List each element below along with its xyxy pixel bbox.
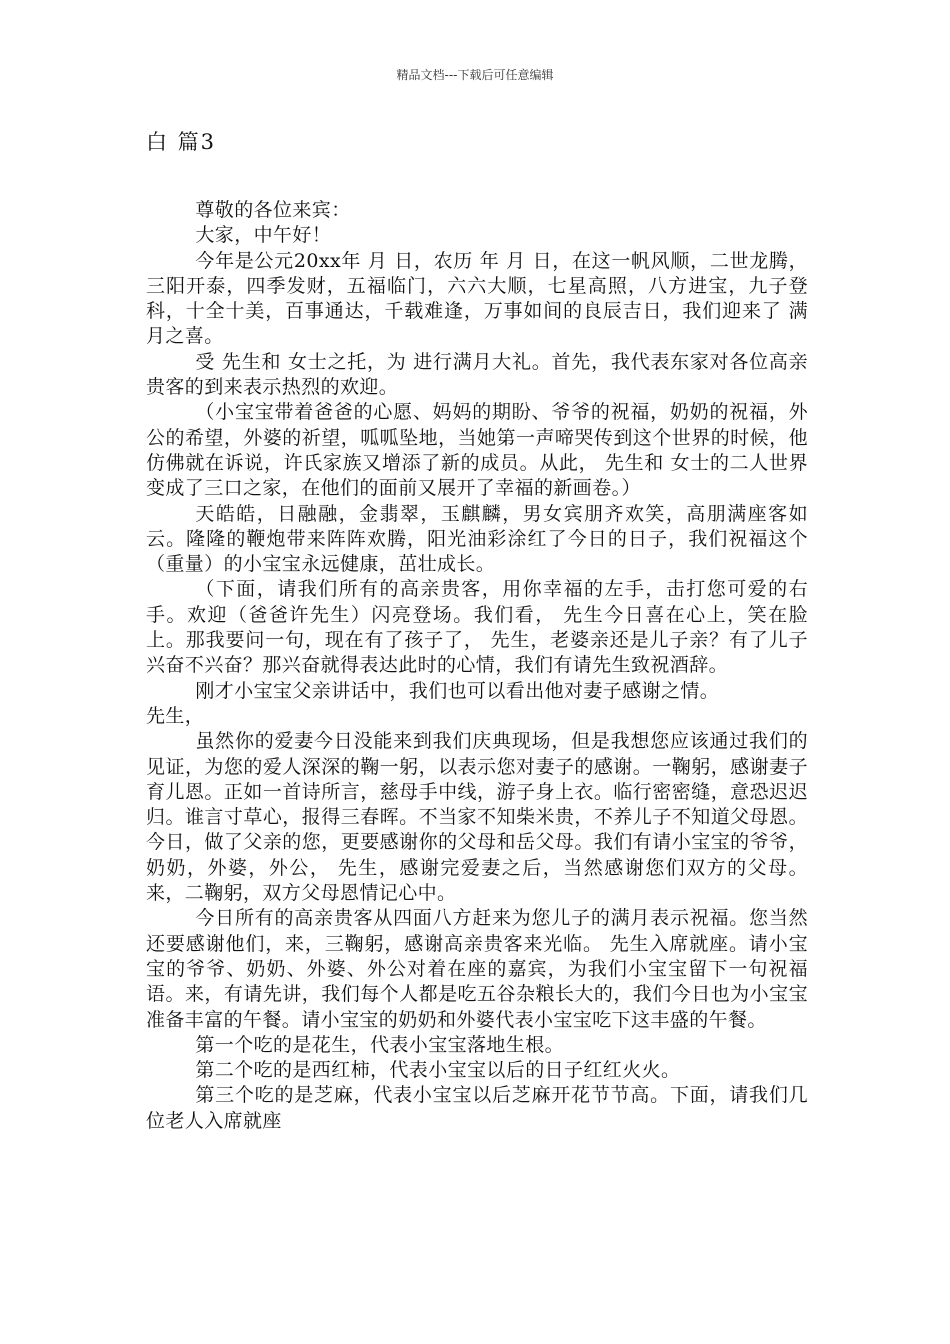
- paragraph-guests: 今日所有的高亲贵客从四面八方赶来为您儿子的满月表示祝福。您当然还要感谢他们，来，三鞠躬，感谢高亲贵客来光临。 先生入席就座。请小宝宝的爷爷、奶奶、外婆、外公对着在座的嘉宾，为我们小宝宝留下一句祝福语。来，有请先讲，我们每个人都是吃五谷杂粮长大的，我们今日也为小宝宝准备丰富的午餐。请小宝宝的奶奶和外婆代表小宝宝吃下这丰盛的午餐。: [146, 907, 808, 1031]
- paragraph-peanut: 第一个吃的是花生，代表小宝宝落地生根。: [195, 1033, 564, 1056]
- paragraph-salutation: 大家，中午好！: [195, 224, 332, 247]
- paragraph-sesame: 第三个吃的是芝麻，代表小宝宝以后芝麻开花节节高。下面，请我们几位老人入席就座: [146, 1084, 808, 1132]
- paragraph-baby-birth: （小宝宝带着爸爸的心愿、妈妈的期盼、爷爷的祝福，奶奶的祝福，外公的希望，外婆的祈望，呱呱坠地，当她第一声啼哭传到这个世界的时候，他仿佛就在诉说，许氏家族又增添了新的成员。从此， 先生和 女士的二人世界变成了三口之家，在他们的面前又展开了幸福的新画卷。）: [146, 401, 808, 500]
- paragraph-bows: 虽然你的爱妻今日没能来到我们庆典现场，但是我想您应该通过我们的见证，为您的爱人深深的鞠一躬，以表示您对妻子的感谢。一鞠躬，感谢妻子育儿恩。正如一首诗所言，慈母手中线，游子身上衣。临行密密缝，意恐迟迟归。谁言寸草心，报得三春晖。不当家不知柴米贵，不养儿子不知道父母恩。今日，做了父亲的您，更要感谢你的父母和岳父母。我们有请小宝宝的爷爷，奶奶，外婆，外公， 先生，感谢完爱妻之后，当然感谢您们双方的父母。来，二鞠躬，双方父母恩情记心中。: [146, 730, 808, 905]
- paragraph-greeting: 尊敬的各位来宾：: [195, 199, 351, 221]
- paragraph-address: 先生，: [146, 704, 205, 727]
- paragraph-tomato: 第二个吃的是西红柿，代表小宝宝以后的日子红红火火。: [195, 1059, 681, 1082]
- paragraph-celebration: 天皓皓，日融融，金翡翠，玉麒麟，男女宾朋齐欢笑，高朋满座客如云。隆隆的鞭炮带来阵阵欢腾，阳光油彩涂红了今日的日子，我们祝福这个（重量）的小宝宝永远健康，茁壮成长。: [146, 502, 808, 576]
- paragraph-father-toast: （下面，请我们所有的高亲贵客，用你幸福的左手，击打您可爱的右手。欢迎（爸爸许先生）闪亮登场。我们看， 先生今日喜在心上，笑在脸上。那我要问一句，现在有了孩子了， 先生，老婆亲还是儿子亲？有了儿子兴奋不兴奋？那兴奋就得表达此时的心情，我们有请先生致祝酒辞。: [146, 578, 808, 677]
- paragraph-date: 今年是公元20xx年 月 日，农历 年 月 日，在这一帆风顺，二世龙腾，三阳开泰，四季发财，五福临门，六六大顺，七星高照，八方进宝，九子登科，十全十美，百事通达，千载难逢，万事如间的良辰吉日，我们迎来了 满月之喜。: [146, 249, 808, 348]
- page-header: 精品文档---下载后可任意编辑: [396, 68, 554, 82]
- paragraph-gratitude: 刚才小宝宝父亲讲话中，我们也可以看出他对妻子感谢之情。: [195, 679, 720, 702]
- document-title: 白 篇3: [146, 130, 217, 154]
- paragraph-entrusted: 受 先生和 女士之托，为 进行满月大礼。首先，我代表东家对各位高亲贵客的到来表示热烈的欢迎。: [146, 350, 808, 399]
- document-body: [146, 198, 808, 1134]
